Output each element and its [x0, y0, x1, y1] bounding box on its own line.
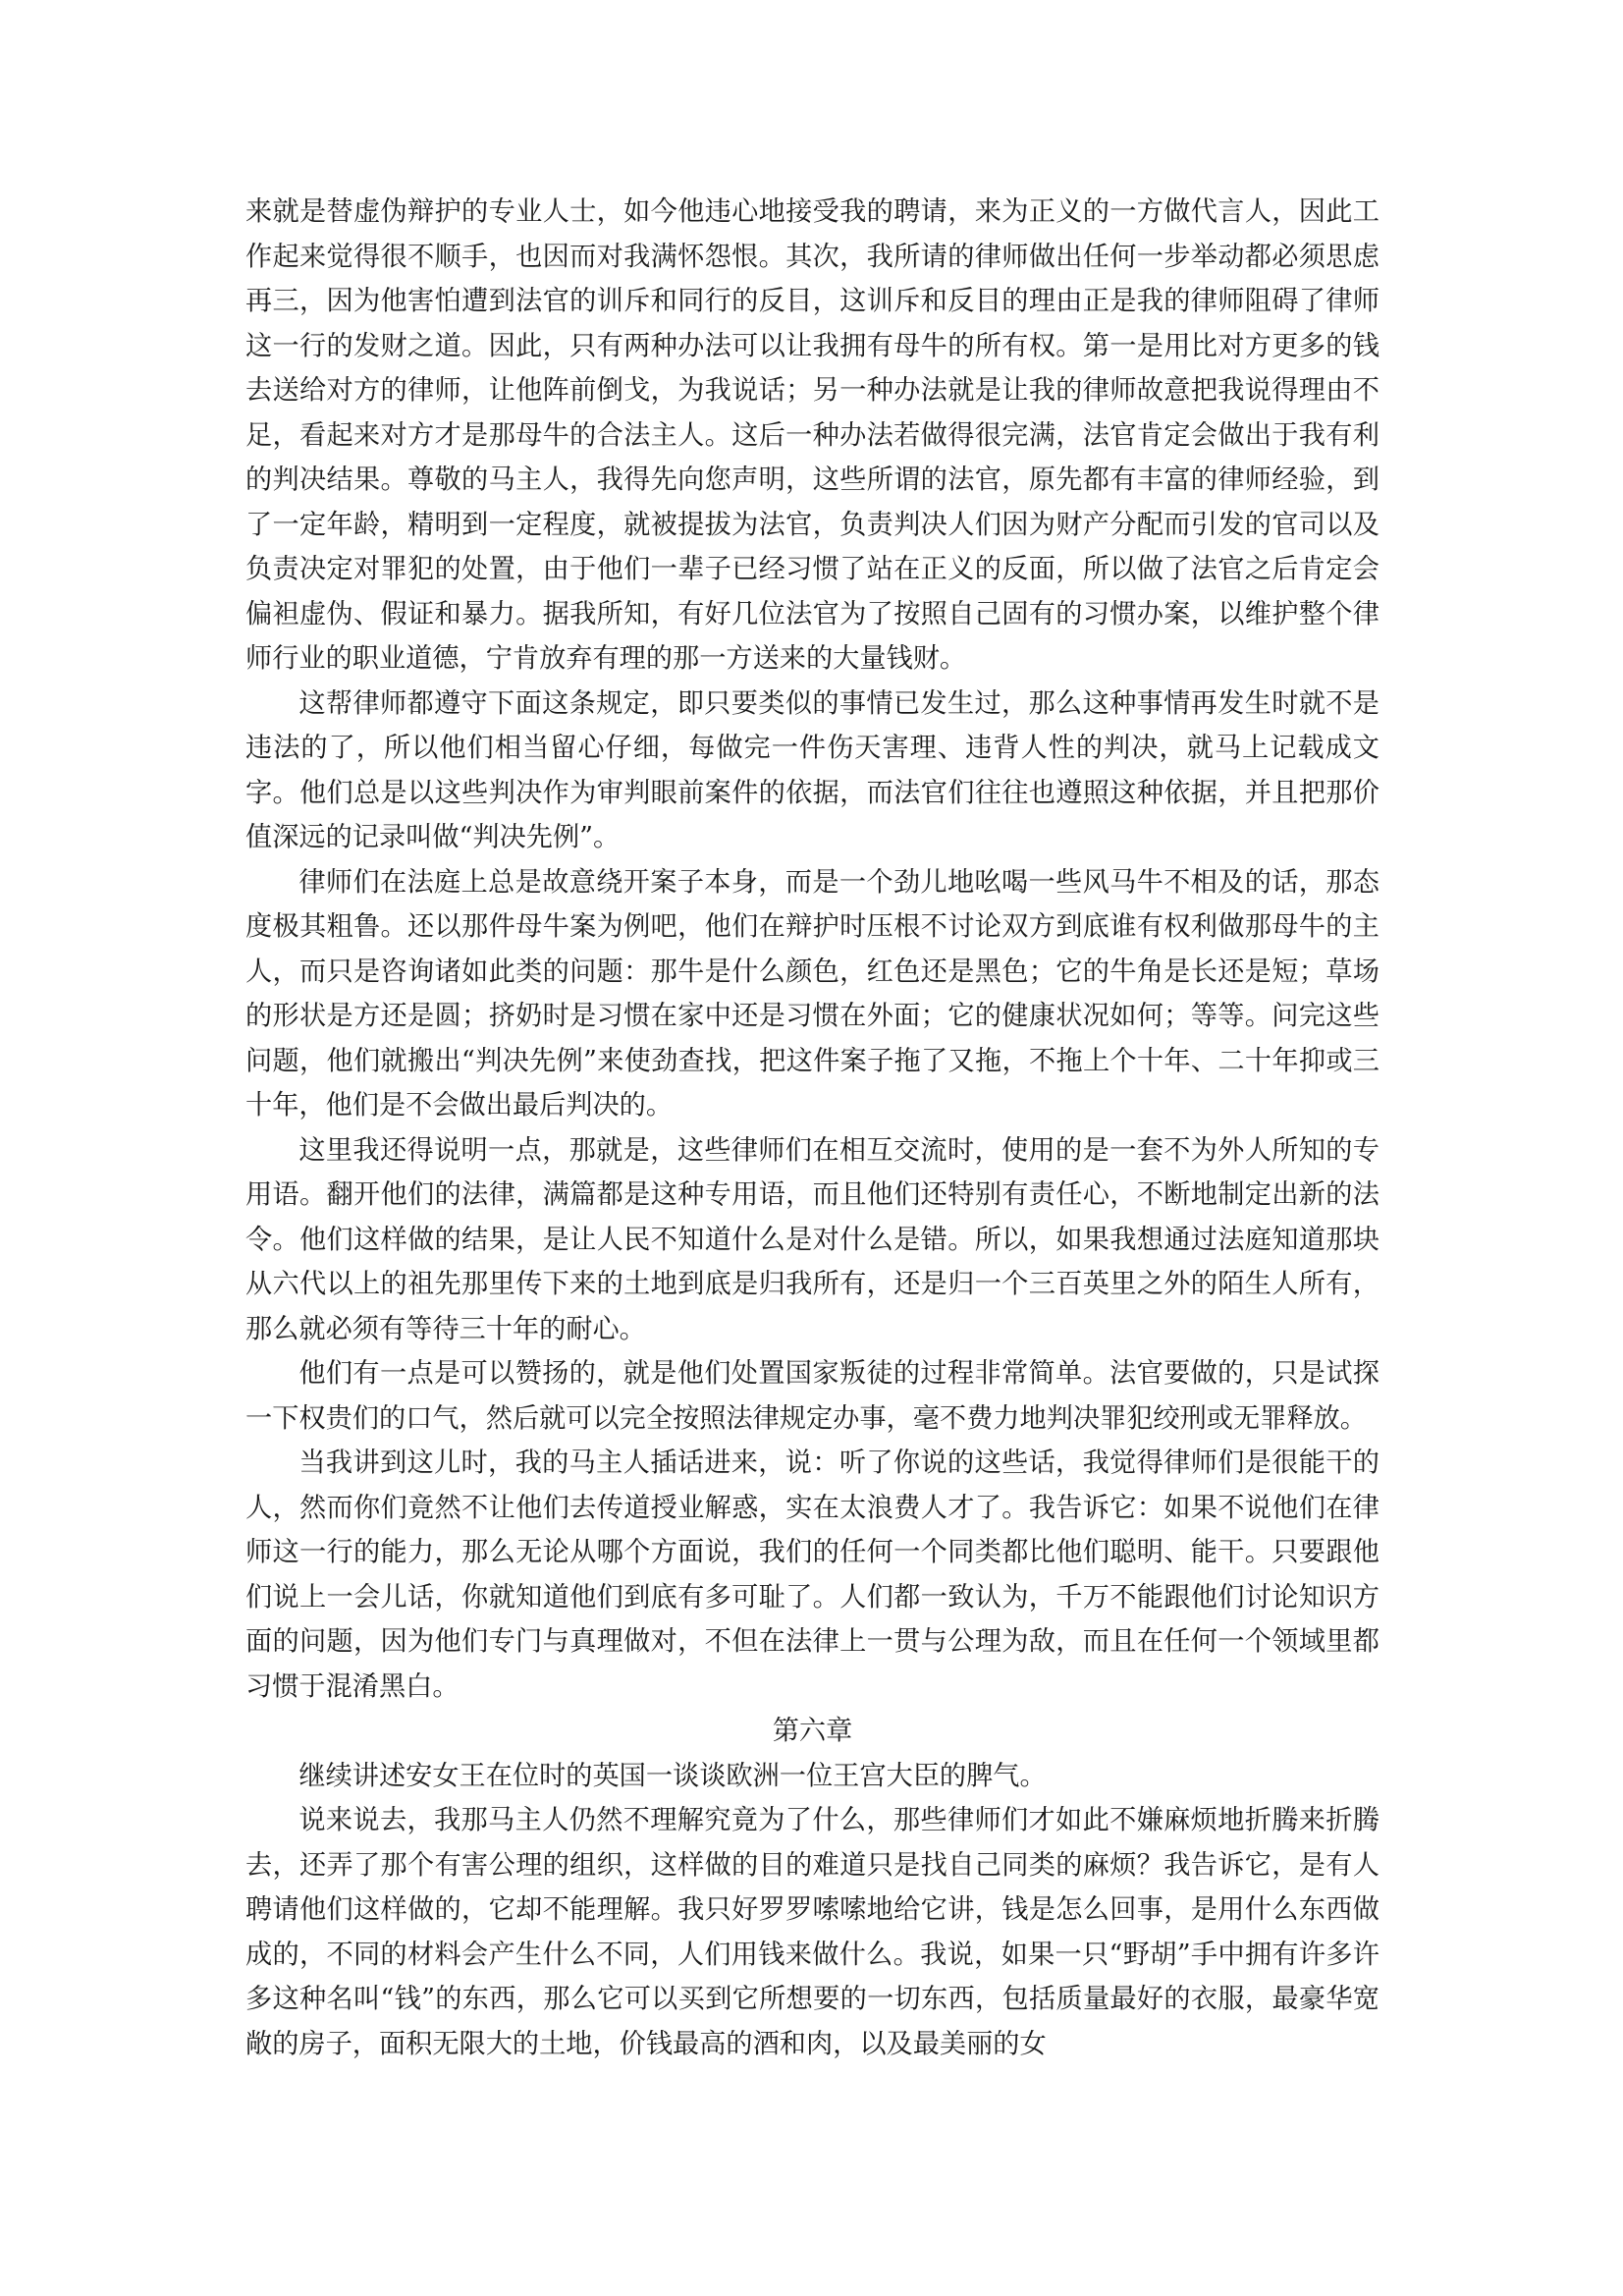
paragraph: 当我讲到这儿时，我的马主人插话进来，说：听了你说的这些话，我觉得律师们是很能干的人，然而你们竟然不让他们去传道授业解惑，实在太浪费人才了。我告诉它：如果不说他们在律师这一行的能力，那么无论从哪个方面说，我们的任何一个同类都比他们聪明、能干。只要跟他们说上一会儿话，你就知道他们到底有多可耻了。人们都一致认为，千万不能跟他们讨论知识方面的问题，因为他们专门与真理做对，不但在法律上一贯与公理为敌，而且在任何一个领域里都习惯于混淆黑白。	[245, 1448, 1380, 1702]
paragraph: 律师们在法庭上总是故意绕开案子本身，而是一个劲儿地吆喝一些风马牛不相及的话，那态度极其粗鲁。还以那件母牛案为例吧，他们在辩护时压根不讨论双方到底谁有权利做那母牛的主人，而只是咨询诸如此类的问题：那牛是什么颜色，红色还是黑色；它的牛角是长还是短；草场的形状是方还是圆；挤奶时是习惯在家中还是习惯在外面；它的健康状况如何；等等。问完这些问题，他们就搬出“判决先例”来使劲查找，把这件案子拖了又拖，不拖上个十年、二十年抑或三十年，他们是不会做出最后判决的。	[245, 866, 1380, 1121]
paragraph: 他们有一点是可以赞扬的，就是他们处置国家叛徒的过程非常简单。法官要做的，只是试探一下权贵们的口气，然后就可以完全按照法律规定办事，毫不费力地判决罪犯绞刑或无罪释放。	[245, 1358, 1380, 1434]
paragraph: 这帮律师都遵守下面这条规定，即只要类似的事情已发生过，那么这种事情再发生时就不是违法的了，所以他们相当留心仔细，每做完一件伤天害理、违背人性的判决，就马上记载成文字。他们总是以这些判决作为审判眼前案件的依据，而法官们往往也遵照这种依据，并且把那价值深远的记录叫做“判决先例”。	[245, 687, 1380, 852]
chapter-title: 第六章	[772, 1716, 853, 1746]
chapter-subtitle: 继续讲述安女王在位时的英国一谈谈欧洲一位王宫大臣的脾气。	[298, 1760, 1047, 1791]
paragraph: 说来说去，我那马主人仍然不理解究竟为了什么，那些律师们才如此不嫌麻烦地折腾来折腾去，还弄了那个有害公理的组织，这样做的目的难道只是找自己同类的麻烦？我告诉它，是有人聘请他们这样做的，它却不能理解。我只好罗罗嗦嗦地给它讲，钱是怎么回事，是用什么东西做成的，不同的材料会产生什么不同，人们用钱来做什么。我说，如果一只“野胡”手中拥有许多许多这种名叫“钱”的东西，那么它可以买到它所想要的一切东西，包括质量最好的衣服，最豪华宽敞的房子，面积无限大的土地，价钱最高的酒和肉，以及最美丽的女	[245, 1805, 1380, 2059]
paragraph-continued: 来就是替虚伪辩护的专业人士，如今他违心地接受我的聘请，来为正义的一方做代言人，因此工作起来觉得很不顺手，也因而对我满怀怨恨。其次，我所请的律师做出任何一步举动都必须思虑再三，因为他害怕遭到法官的训斥和同行的反目，这训斥和反目的理由正是我的律师阻碍了律师这一行的发财之道。因此，只有两种办法可以让我拥有母牛的所有权。第一是用比对方更多的钱去送给对方的律师，让他阵前倒戈，为我说话；另一种办法就是让我的律师故意把我说得理由不足，看起来对方才是那母牛的合法主人。这后一种办法若做得很完满，法官肯定会做出于我有利的判决结果。尊敬的马主人，我得先向您声明，这些所谓的法官，原先都有丰富的律师经验，到了一定年龄，精明到一定程度，就被提拔为法官，负责判决人们因为财产分配而引发的官司以及负责决定对罪犯的处置，由于他们一辈子已经习惯了站在正义的反面，所以做了法官之后肯定会偏袒虚伪、假证和暴力。据我所知，有好几位法官为了按照自己固有的习惯办案，以维护整个律师行业的职业道德，宁肯放弃有理的那一方送来的大量钱财。	[245, 196, 1380, 674]
document-page	[245, 190, 1380, 2066]
paragraph: 这里我还得说明一点，那就是，这些律师们在相互交流时，使用的是一套不为外人所知的专用语。翻开他们的法律，满篇都是这种专用语，而且他们还特别有责任心，不断地制定出新的法令。他们这样做的结果，是让人民不知道什么是对什么是错。所以，如果我想通过法庭知道那块从六代以上的祖先那里传下来的土地到底是归我所有，还是归一个三百英里之外的陌生人所有，那么就必须有等待三十年的耐心。	[245, 1134, 1380, 1344]
